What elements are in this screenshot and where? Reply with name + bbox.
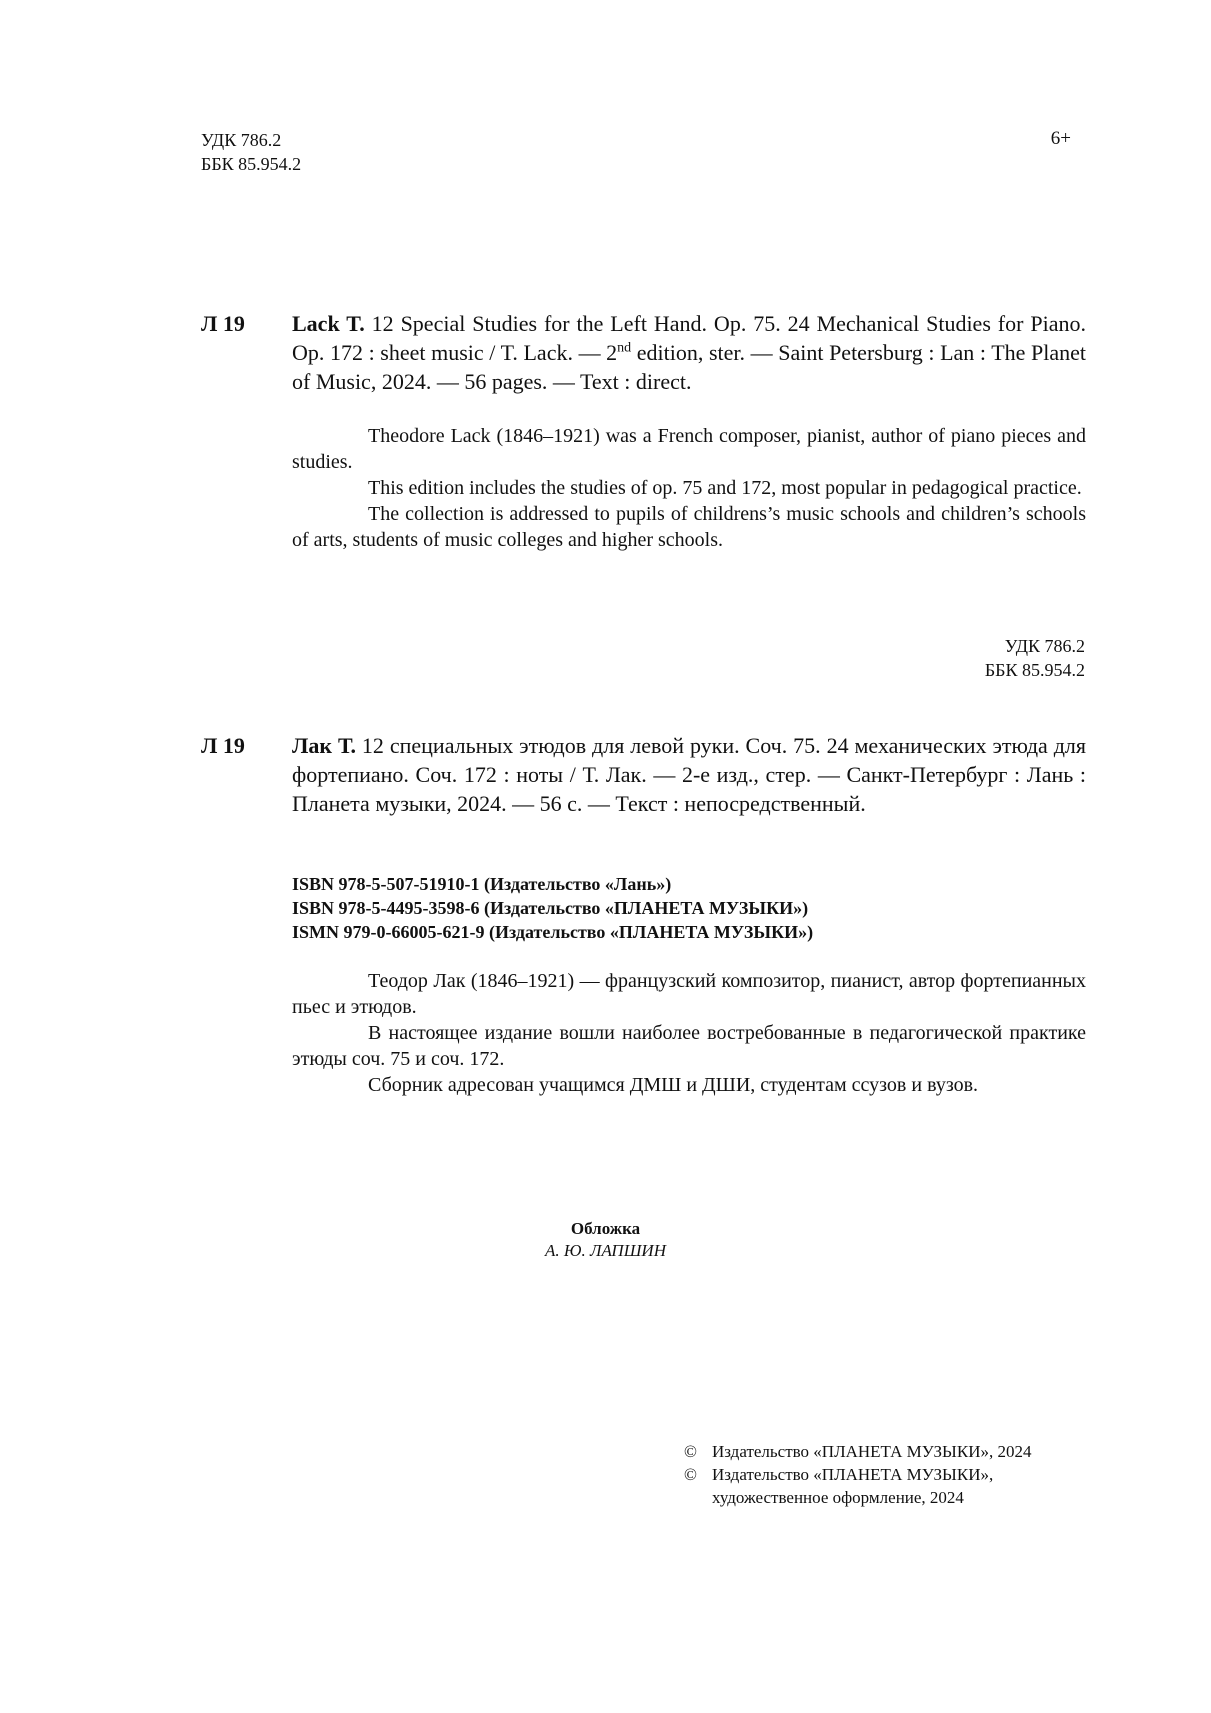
- copyright-text: Издательство «ПЛАНЕТА МУЗЫКИ», 2024: [712, 1442, 1032, 1461]
- copyright-symbol: ©: [684, 1465, 697, 1484]
- annotation-paragraph: This edition includes the studies of op. 75 and 172, most popular in pedagogical practice.: [368, 477, 1082, 499]
- annotation-paragraph: Theodore Lack (1846–1921) was a French composer, pianist, author of piano pieces and studies.: [292, 425, 1086, 473]
- citation-russian: [292, 731, 1086, 818]
- isbn-line: ISBN 978-5-507-51910-1 (Издательство «Лань»): [292, 874, 672, 894]
- udk-code: УДК 786.2: [201, 130, 282, 150]
- isbn-list: [292, 872, 813, 944]
- ismn-line: ISMN 979-0-66005-621-9 (Издательство «ПЛАНЕТА МУЗЫКИ»): [292, 922, 814, 942]
- citation-english: [292, 309, 1086, 396]
- classification-codes-middle: [985, 634, 1085, 682]
- copyright-text: Издательство «ПЛАНЕТА МУЗЫКИ»,: [712, 1465, 994, 1484]
- author-name: Lack T.: [292, 311, 365, 336]
- annotation-russian: [292, 968, 1086, 1098]
- copyright-line-continued: художественное оформление, 2024: [712, 1488, 964, 1507]
- copyright-line: [684, 1463, 1031, 1486]
- udk-code: УДК 786.2: [1004, 636, 1085, 656]
- edition-superscript: nd: [617, 340, 632, 356]
- cover-credit: [0, 1218, 1211, 1262]
- cover-artist: А. Ю. ЛАПШИН: [545, 1241, 666, 1260]
- bbk-code: ББК 85.954.2: [984, 660, 1085, 680]
- citation-text-end: edition, ster. — Saint Petersburg : Lan : The Planet of Music, 2024. — 56 pages. — Text : direct.: [292, 340, 1086, 394]
- annotation-paragraph: The collection is addressed to pupils of childrens’s music schools and children’s schools of arts, students of music colleges and higher schools.: [292, 503, 1086, 551]
- annotation-paragraph: Сборник адресован учащимся ДМШ и ДШИ, студентам ссузов и вузов.: [368, 1074, 979, 1096]
- annotation-english: [292, 423, 1086, 553]
- catalog-entry-russian: [201, 731, 1086, 818]
- author-sign-code: Л 19: [201, 311, 245, 336]
- classification-codes-top: [201, 128, 301, 176]
- annotation-paragraph: Теодор Лак (1846–1921) — французский композитор, пианист, автор фортепианных пьес и этюдов.: [292, 970, 1086, 1018]
- cover-label: Обложка: [570, 1219, 641, 1238]
- copyright-symbol: ©: [684, 1442, 697, 1461]
- author-sign-code: Л 19: [201, 733, 245, 758]
- citation-text: 12 специальных этюдов для левой руки. Соч. 75. 24 механических этюда для фортепиано. Соч. 172 : ноты / Т. Лак. — 2-е изд., стер. — Санкт-Петербург : Лань : Планета музыки, 2024. — 56 с. — Текст : непосредственный.: [292, 733, 1087, 816]
- annotation-paragraph: В настоящее издание вошли наиболее востребованные в педагогической практике этюды соч. 75 и соч. 172.: [292, 1022, 1086, 1070]
- bbk-code: ББК 85.954.2: [201, 154, 302, 174]
- age-rating: 6+: [1050, 128, 1071, 149]
- isbn-line: ISBN 978-5-4495-3598-6 (Издательство «ПЛАНЕТА МУЗЫКИ»): [292, 898, 809, 918]
- copyright-line: [684, 1440, 1031, 1463]
- author-name: Лак Т.: [292, 733, 356, 758]
- copyright-notices: [684, 1440, 1031, 1509]
- citation-text-start: 12 Special Studies for the Left Hand. Op. 75. 24 Mechanical Studies for Piano. Op. 172 : sheet music / T. Lack. — 2: [292, 311, 1086, 365]
- catalog-entry-english: [201, 309, 1086, 396]
